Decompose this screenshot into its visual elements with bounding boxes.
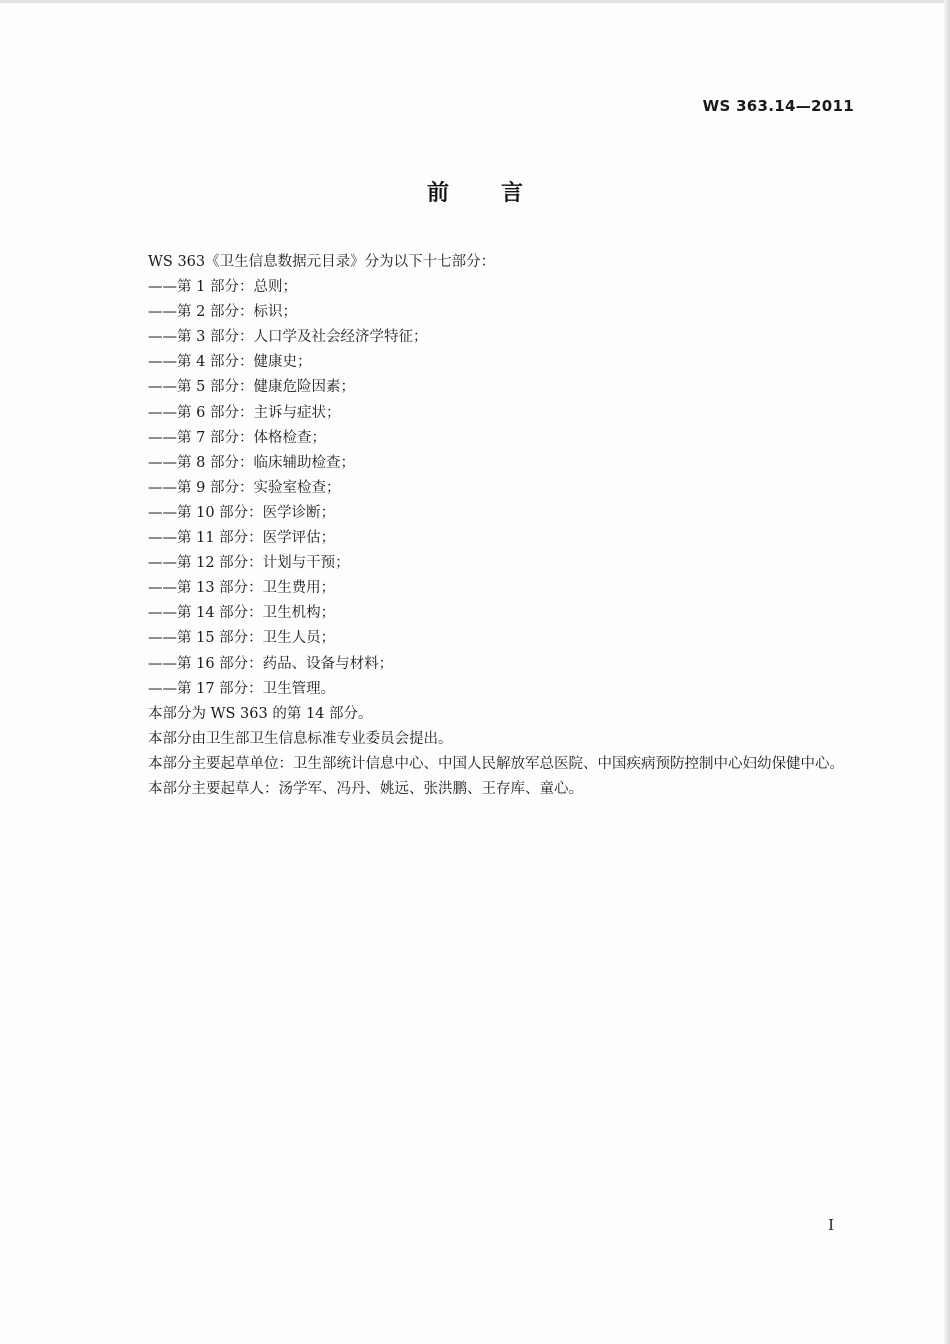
part-item-2: ——第 2 部分：标识； [148,304,297,321]
part-item-10: ——第 10 部分：医学诊断； [148,504,336,521]
page-number: I [828,1216,834,1234]
part-item-6: ——第 6 部分：主诉与症状； [148,404,341,421]
part-item-3: ——第 3 部分：人口学及社会经济学特征； [148,329,428,346]
part-item-15: ——第 15 部分：卫生人员； [148,630,336,647]
part-item-17: ——第 17 部分：卫生管理。 [148,680,336,697]
page-title: 前言 [426,181,575,206]
foreword-body [94,250,858,802]
scan-edge-top [0,0,950,3]
part-item-16: ——第 16 部分：药品、设备与材料； [148,655,394,672]
statement-part-number: 本部分为 WS 363 的第 14 部分。 [148,705,373,722]
part-item-11: ——第 11 部分：医学评估； [148,530,336,547]
statement-drafting-units: 本部分主要起草单位：卫生部统计信息中心、中国人民解放军总医院、中国疾病预防控制中心妇幼保健中心。 [148,755,844,772]
part-item-5: ——第 5 部分：健康危险因素； [148,379,355,396]
document-code: WS 363.14—2011 [702,97,854,115]
part-item-13: ——第 13 部分：卫生费用； [148,580,336,597]
part-item-4: ——第 4 部分：健康史； [148,354,312,371]
part-item-12: ——第 12 部分：计划与干预； [148,555,350,572]
part-item-8: ——第 8 部分：临床辅助检查； [148,454,355,471]
part-item-9: ——第 9 部分：实验室检查； [148,479,341,496]
statement-proposer: 本部分由卫生部卫生信息标准专业委员会提出。 [148,730,453,747]
statement-drafters: 本部分主要起草人：汤学军、冯丹、姚远、张洪鹏、王存库、童心。 [148,780,583,797]
part-item-14: ——第 14 部分：卫生机构； [148,605,336,622]
part-item-1: ——第 1 部分：总则； [148,279,297,296]
part-item-7: ——第 7 部分：体格检查； [148,429,326,446]
intro-line: WS 363《卫生信息数据元目录》分为以下十七部分： [148,254,496,270]
